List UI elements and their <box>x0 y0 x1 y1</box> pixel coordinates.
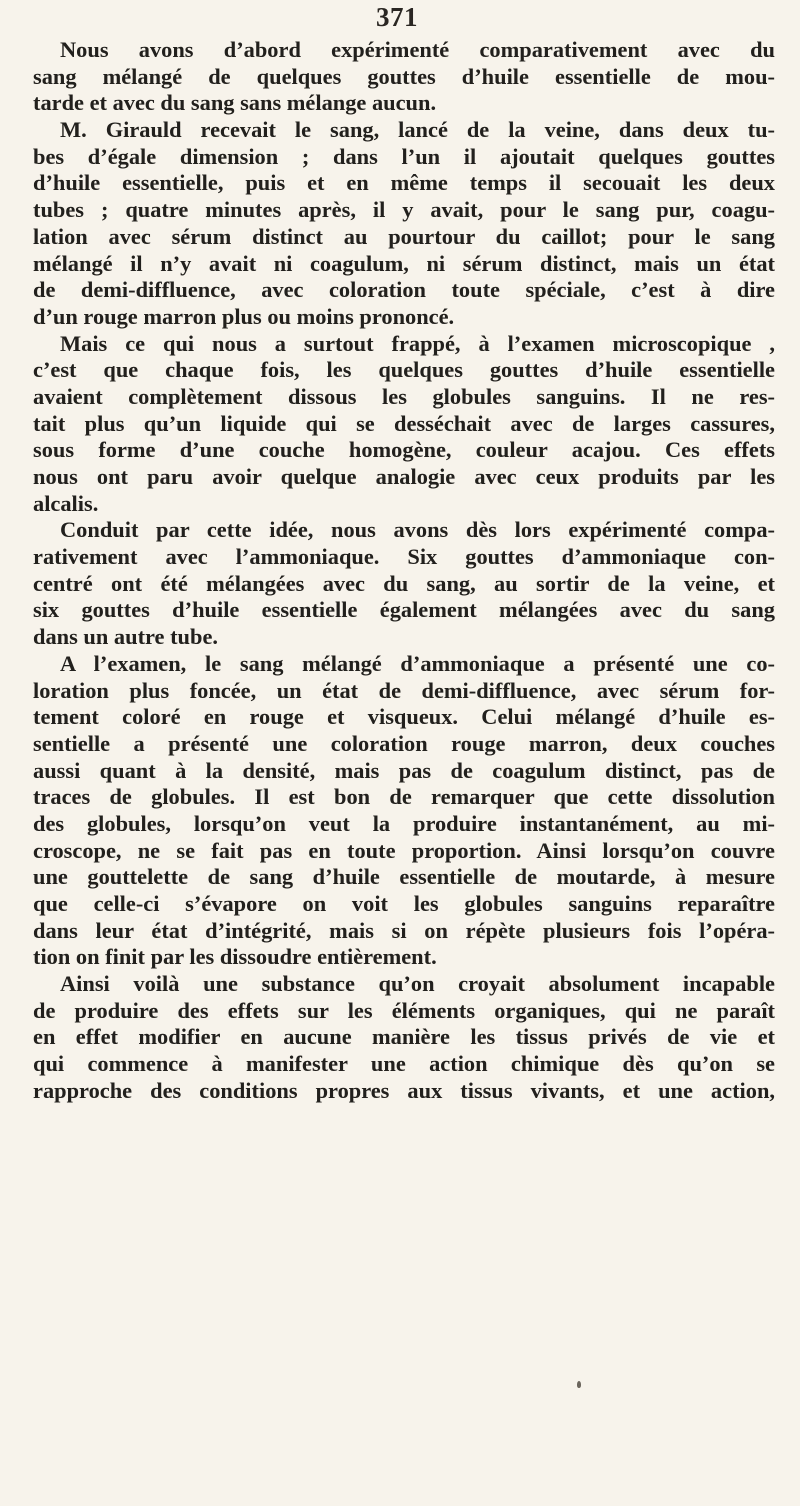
paragraph-4 <box>33 517 775 650</box>
text-line: Nous avons d’abord expérimenté comparativement avec du <box>60 37 775 62</box>
text-line: centré ont été mélangées avec du sang, au sortir de la veine, et <box>33 570 775 596</box>
text-line: six gouttes d’huile essentielle également mélangées avec du sang <box>33 597 775 623</box>
paragraph-1 <box>33 37 775 117</box>
paragraph-3 <box>33 331 775 518</box>
text-line: loration plus foncée, un état de demi-diffluence, avec sérum for- <box>33 677 775 703</box>
text-line: tion on finit par les dissoudre entièrement. <box>33 944 437 970</box>
text-line: sentielle a présenté une coloration rouge marron, deux couches <box>33 730 775 756</box>
text-line: sang mélangé de quelques gouttes d’huile essentielle de mou- <box>33 63 775 89</box>
text-line: croscope, ne se fait pas en toute proportion. Ainsi lorsqu’on couvre <box>33 837 775 863</box>
text-line: en effet modifier en aucune manière les tissus privés de vie et <box>33 1024 775 1050</box>
text-line: mélangé il n’y avait ni coagulum, ni sérum distinct, mais un état <box>33 250 775 276</box>
text-line: d’huile essentielle, puis et en même temps il secouait les deux <box>33 170 775 196</box>
page-number: 371 <box>376 2 418 32</box>
text-line: tubes ; quatre minutes après, il y avait, pour le sang pur, coagu- <box>33 197 775 223</box>
text-line: d’un rouge marron plus ou moins prononcé. <box>33 303 455 329</box>
text-line: des globules, lorsqu’on veut la produire instantanément, au mi- <box>33 810 775 836</box>
text-line: une gouttelette de sang d’huile essentielle de moutarde, à mesure <box>33 864 775 890</box>
text-line: traces de globules. Il est bon de remarquer que cette dissolution <box>33 784 775 810</box>
text-line: qui commence à manifester une action chimique dès qu’on se <box>33 1051 775 1077</box>
text-line: tait plus qu’un liquide qui se desséchait avec de larges cassures, <box>33 410 775 436</box>
text-line: bes d’égale dimension ; dans l’un il ajoutait quelques gouttes <box>33 143 775 169</box>
text-line: dans un autre tube. <box>33 624 218 650</box>
paragraph-6 <box>33 971 775 1104</box>
text-line: aussi quant à la densité, mais pas de coagulum distinct, pas de <box>33 757 775 783</box>
text-line: Conduit par cette idée, nous avons dès lors expérimenté compa- <box>60 517 775 543</box>
text-line: Ainsi voilà une substance qu’on croyait absolument incapable <box>60 971 775 997</box>
text-line: M. Girauld recevait le sang, lancé de la veine, dans deux tu- <box>60 117 775 143</box>
text-line: avaient complètement dissous les globules sanguins. Il ne res- <box>33 383 775 409</box>
body-text <box>33 37 775 1105</box>
text-line: rativement avec l’ammoniaque. Six gouttes d’ammoniaque con- <box>33 544 775 570</box>
text-line: sous forme d’une couche homogène, couleur acajou. Ces effets <box>33 437 775 463</box>
text-line: tement coloré en rouge et visqueux. Celui mélangé d’huile es- <box>33 704 775 730</box>
paragraph-5 <box>33 651 775 971</box>
paragraph-2 <box>33 117 775 331</box>
text-line: alcalis. <box>33 490 99 516</box>
text-line: lation avec sérum distinct au pourtour du caillot; pour le sang <box>33 223 775 249</box>
text-line: tarde et avec du sang sans mélange aucun. <box>33 90 437 116</box>
text-line: c’est que chaque fois, les quelques gouttes d’huile essentielle <box>33 357 775 383</box>
text-line: A l’examen, le sang mélangé d’ammoniaque a présenté une co- <box>60 650 775 676</box>
text-line: dans leur état d’intégrité, mais si on répète plusieurs fois l’opéra- <box>33 917 775 943</box>
text-line: de produire des effets sur les éléments organiques, qui ne paraît <box>33 997 775 1023</box>
ink-speck <box>577 1381 581 1388</box>
text-line: Mais ce qui nous a surtout frappé, à l’examen microscopique , <box>60 330 775 356</box>
text-line: rapproche des conditions propres aux tissus vivants, et une action, <box>33 1077 775 1103</box>
text-line: nous ont paru avoir quelque analogie avec ceux produits par les <box>33 464 775 489</box>
text-line: que celle-ci s’évapore on voit les globules sanguins reparaître <box>33 891 775 916</box>
text-line: de demi-diffluence, avec coloration toute spéciale, c’est à dire <box>33 277 775 303</box>
